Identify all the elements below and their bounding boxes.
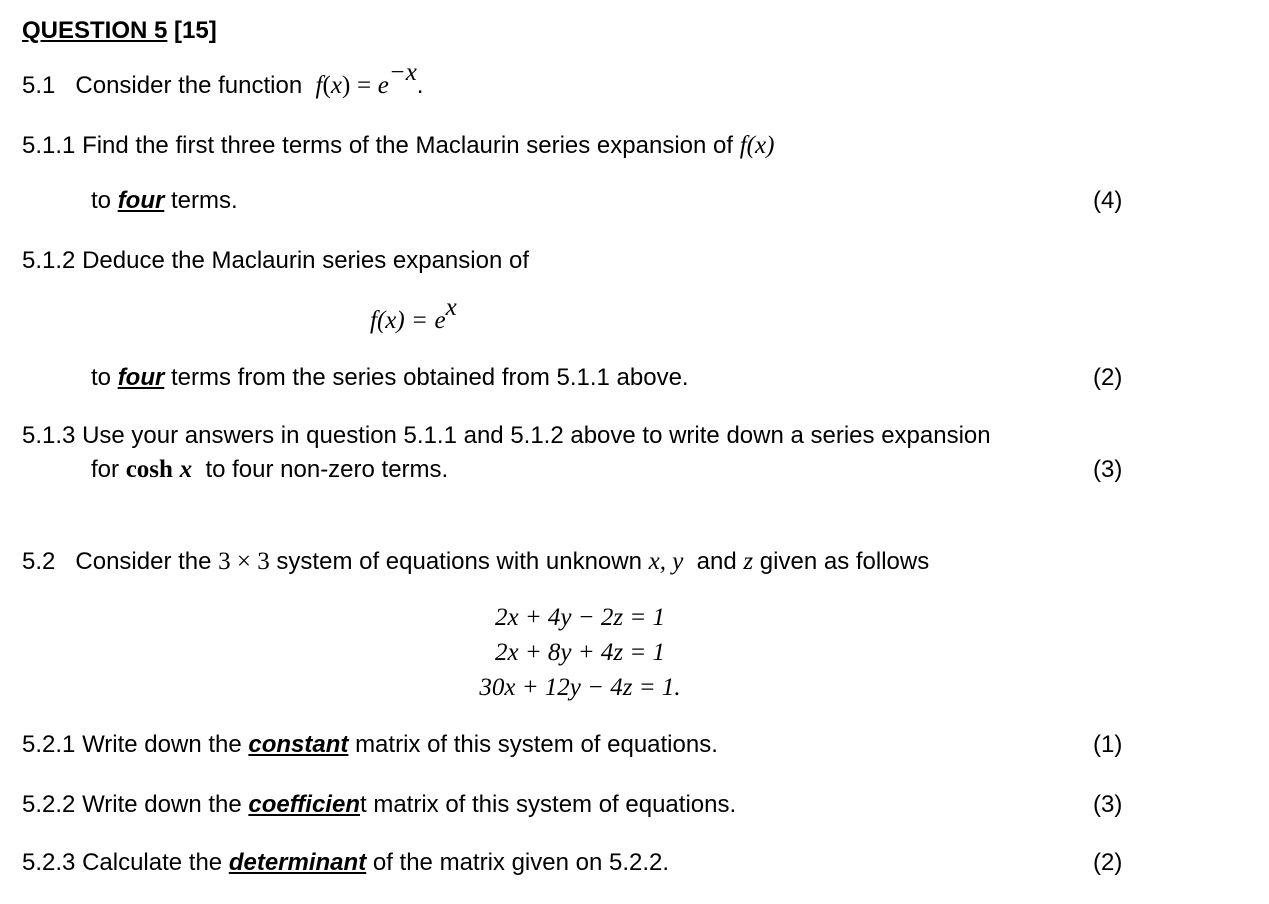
q5-2-3-number: 5.2.3 — [22, 849, 76, 876]
q5-1-text: Consider the function — [75, 72, 303, 99]
q5-1-close: ) — [341, 72, 351, 99]
q5-1-1-emph: four — [117, 187, 165, 214]
q5-1-base: e — [377, 72, 389, 99]
q5-2-3-post: of the matrix given on 5.2.2. — [372, 849, 670, 876]
q5-1-eq: = — [356, 72, 372, 99]
q5-1-3-marks: (3) — [1093, 456, 1123, 483]
q5-2-3-pre: Calculate the — [82, 849, 223, 876]
q5-1 — [22, 59, 424, 101]
q5-1-3-text: Use your answers in question 5.1.1 and 5.1.2 above to write down a series expansion — [82, 422, 991, 449]
q5-2 — [22, 547, 929, 577]
q5-1-3-line2 — [91, 455, 448, 485]
q5-1-1-fx: f(x) — [739, 132, 775, 159]
q5-2-2 — [22, 790, 736, 820]
equation-3: 30x + 12y − 4z = 1. — [479, 674, 681, 701]
q5-1-2-lhs: f(x) = — [370, 307, 428, 334]
question-total: [15] — [174, 17, 217, 44]
q5-1-2-line3-post: terms from the series obtained from 5.1.1 above. — [171, 364, 689, 391]
q5-1-2-marks: (2) — [1093, 364, 1123, 391]
q5-2-2-marks: (3) — [1093, 791, 1123, 818]
q5-2-text-a: Consider the — [75, 548, 212, 575]
q5-1-2-line3 — [91, 363, 689, 393]
q5-1-3 — [22, 421, 991, 451]
q5-2-3-emph: determinant — [228, 849, 367, 876]
q5-2-3-marks: (2) — [1093, 849, 1123, 876]
q5-1-fx: f — [315, 72, 323, 99]
q5-1-2-number: 5.1.2 — [22, 247, 76, 274]
q5-1-1-text: Find the first three terms of the Maclaurin series expansion of — [82, 132, 734, 159]
question-title — [22, 16, 217, 46]
q5-1-2-text: Deduce the Maclaurin series expansion of — [82, 247, 529, 274]
q5-2-number: 5.2 — [22, 548, 56, 575]
equation-1: 2x + 4y − 2z = 1 — [494, 604, 666, 631]
q5-2-1-emph: constant — [248, 731, 349, 758]
q5-2-text-c: and — [696, 548, 737, 575]
q5-2-1-number: 5.2.1 — [22, 731, 76, 758]
q5-1-number: 5.1 — [22, 72, 56, 99]
q5-2-text-d: given as follows — [759, 548, 930, 575]
q5-2-3 — [22, 848, 669, 878]
q5-1-end: . — [416, 72, 424, 99]
q5-2-2-pre: Write down the — [82, 791, 242, 818]
q5-2-2-number: 5.2.2 — [22, 791, 76, 818]
q5-1-1-line2 — [91, 186, 238, 216]
q5-1-3-cosh: cosh — [125, 456, 173, 483]
q5-1-2-exp: x — [445, 294, 457, 321]
q5-1-2-emph: four — [117, 364, 165, 391]
q5-1-3-line2-pre: for — [91, 456, 120, 483]
equation-2: 2x + 8y + 4z = 1 — [494, 639, 666, 666]
q5-1-1-line2-pre: to — [91, 187, 112, 214]
q5-1-1-line2-post: terms. — [171, 187, 238, 214]
q5-2-1 — [22, 730, 718, 760]
q5-1-1 — [22, 131, 774, 161]
q5-2-size: 3 × 3 — [218, 548, 270, 575]
q5-2-1-post: matrix of this system of equations. — [355, 731, 718, 758]
q5-1-3-number: 5.1.3 — [22, 422, 76, 449]
q5-1-2-base: e — [434, 307, 446, 334]
q5-2-1-pre: Write down the — [82, 731, 242, 758]
q5-1-2-formula — [370, 294, 457, 336]
q5-1-open: ( — [322, 72, 331, 99]
q5-2-var-z: z — [743, 548, 754, 575]
question-label: QUESTION 5 — [22, 17, 168, 44]
q5-2-vars: x, y — [648, 548, 684, 575]
q5-1-2 — [22, 246, 529, 276]
q5-1-var: x — [330, 72, 342, 99]
q5-2-2-post: t matrix of this system of equations. — [359, 791, 737, 818]
q5-1-2-line3-pre: to — [91, 364, 112, 391]
q5-2-text-b: system of equations with unknown — [276, 548, 642, 575]
q5-1-3-var: x — [179, 456, 193, 483]
q5-1-1-number: 5.1.1 — [22, 132, 76, 159]
q5-2-1-marks: (1) — [1093, 731, 1123, 758]
q5-1-exp: −x — [388, 59, 417, 86]
q5-1-1-marks: (4) — [1093, 187, 1123, 214]
q5-2-2-emph: coefficien — [248, 791, 360, 818]
q5-1-3-line2-post: to four non-zero terms. — [205, 456, 449, 483]
